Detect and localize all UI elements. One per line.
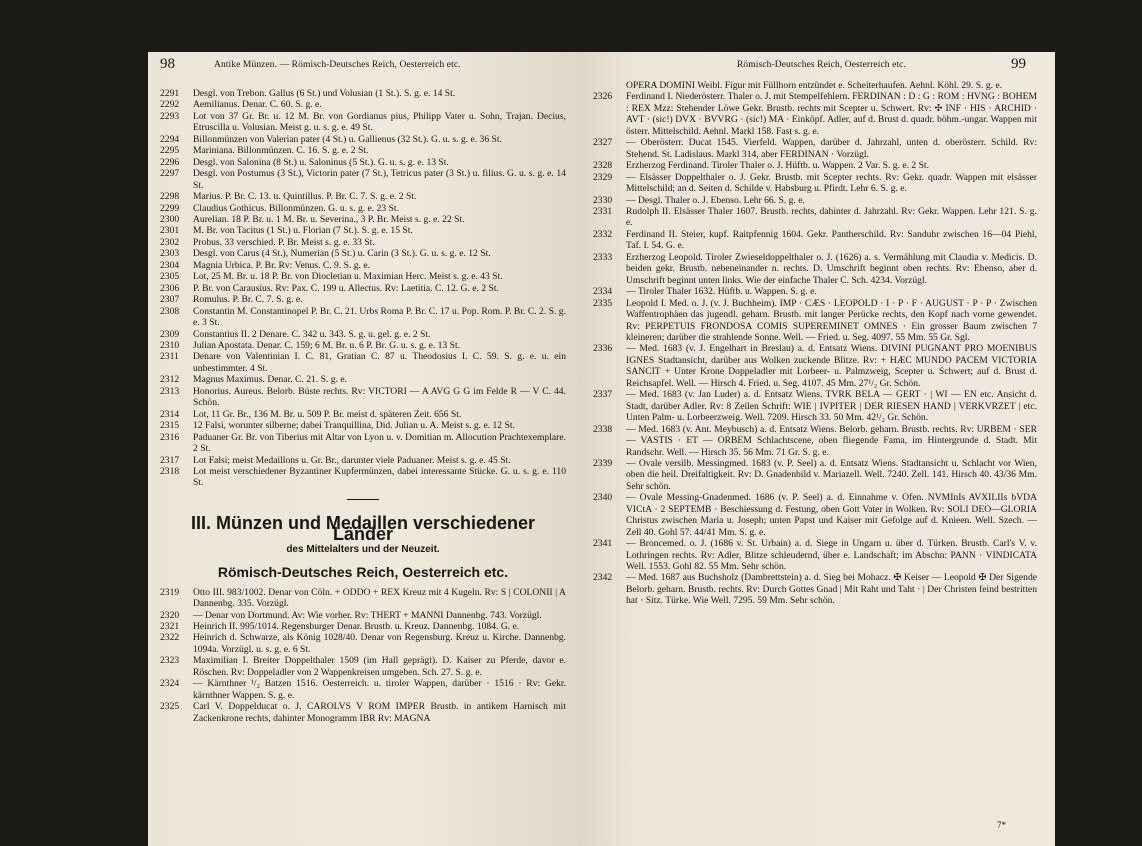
catalog-entry: [160, 271, 566, 282]
entry-number: 2328: [593, 160, 613, 172]
catalog-entry: [160, 157, 566, 168]
catalog-entry: [593, 572, 1037, 606]
catalog-entry: [160, 145, 566, 156]
right-page: [577, 52, 1055, 846]
catalog-entry: [593, 298, 1037, 344]
catalog-entry: [160, 294, 566, 305]
entry-number: 2296: [160, 156, 180, 168]
subsection-title: Römisch-Deutsches Reich, Oesterreich etc.: [217, 564, 509, 581]
entry-text: Denare von Valentinian I. C. 81, Gratian C. 87 u. Theodosius I. C. 59. S. g. e. u. ein unbestimmter. 4 St.: [193, 351, 566, 374]
entry-number: 2335: [593, 297, 613, 309]
entry-text: — Broncemed. o. J. (1686 v. St. Urbain) a. d. Siege in Ungarn u. über d. Türken. Brustb. Carl's V. v. Lothringen rechts. Rv: Adler, Blitze schleudernd, über e. Landschaft; im Abschn: PANN · VINDICATA Well. 1553. Gohl 82. 55 Mm. Sehr schön.: [626, 538, 1037, 573]
entry-number: 2297: [160, 168, 180, 180]
catalog-entry: [593, 458, 1037, 492]
entry-number: 2314: [160, 408, 180, 420]
entry-number: 2313: [160, 385, 180, 397]
catalog-entry: [593, 229, 1037, 252]
catalog-entry: [160, 248, 566, 259]
entry-number: 2308: [160, 305, 180, 317]
catalog-entry: [593, 424, 1037, 458]
entry-text: 12 Falsi, worunter silberne; dabei Tranquillina, Did. Julian u. A. Meist s. g. e. 12 St.: [193, 420, 515, 432]
entry-number: 2295: [160, 145, 180, 157]
catalog-entry: [160, 632, 566, 655]
catalog-entry: [160, 386, 566, 409]
entry-text: Julian Apostata. Denar. C. 159; 6 M. Br. u. 6 P. Br. G. u. s. g. e. 13 St.: [193, 339, 461, 351]
catalog-entry: [160, 701, 566, 724]
catalog-entry: [160, 432, 566, 455]
catalog-entry: [160, 466, 566, 489]
entry-text: Claudius Gothicus. Billonmünzen. G. u. s. g. e. 23 St.: [193, 202, 399, 214]
entry-text: Romulus. P. Br. C. 7. S. g. e.: [193, 294, 303, 306]
catalog-entry: [160, 374, 566, 385]
entry-text: Aurelian. 18 P. Br. u. 1 M. Br. u. Severina., 3 P. Br. Meist s. g. e. 22 St.: [193, 213, 465, 225]
entry-text: Ferdinand II. Steier, kupf. Raitpfennig 1604. Gekr. Pantherschild. Rv: Sanduhr zwischen 16—04 Piehl, Taf. I. 54. G. e.: [626, 228, 1037, 252]
entry-text: — Med. 1683 (v. Ant. Meybusch) a. d. Entsatz Wiens. Belorb. geharn. Brustb. rechts. Rv: URBEM · SER — VASTIS · ET — ORBEM Schlachtscene, oben fliegende Fama, im Hintergrunde d. Stadt. Mit Randschr. Well. — Hirsch 35. 56 Mm. 71 Gr. S. g. e.: [626, 423, 1037, 458]
entry-text: Maximilian I. Breiter Doppelthaler 1509 (im Hall geprägt). D. Kaiser zu Pferde, davor e. Röschen. Rv: Doppeladler von 2 Wappenkreisen umgeben. Sch. 27. S. g. e.: [193, 655, 566, 678]
catalog-entry: [593, 286, 1037, 297]
entry-number: 2303: [160, 248, 180, 260]
section-title: III. Münzen und Medaillen verschiedener Länder: [190, 512, 536, 545]
entry-number: 2330: [593, 194, 613, 206]
entry-number: 2337: [593, 389, 613, 401]
catalog-entry: [160, 168, 566, 191]
entry-number: 2340: [593, 492, 613, 504]
entry-number: 2291: [160, 88, 180, 99]
entry-number: 2338: [593, 423, 613, 435]
entry-number: 2300: [160, 213, 180, 225]
entry-number: 2302: [160, 236, 180, 248]
catalog-entry: [160, 214, 566, 225]
entry-text: Lot, 25 M. Br. u. 18 P. Br. von Diocletian u. Maximian Herc. Meist s. g. e. 43 St.: [193, 271, 503, 283]
entry-text: Magnia Urbica. P. Br. Rv: Venus. C. 9. S. g. e.: [193, 259, 371, 271]
entry-number: 2304: [160, 259, 180, 271]
entry-text: — Elsässer Doppelthaler o. J. Gekr. Brustb. mit Scepter rechts. Rv: Gekr. quadr. Wappen mit elsässer Mittelschild; an d. Seiten d. Schilde v. Habsburg u. Pfirdt. Lehr 6. S. g. e.: [626, 171, 1037, 195]
entry-text: Lot meist verschiedener Byzantiner Kupfermünzen, dabei interessante Stücke. G. u. s. g. e. 110 St.: [193, 465, 566, 489]
entry-number: 2325: [160, 701, 180, 713]
entry-text: Marius. P. Br. C. 13. u. Quintillus. P. Br. C. 7. S. g. e. 2 St.: [193, 191, 417, 203]
entry-text: P. Br. von Carausius. Rv: Pax. C. 199 u. Allectus. Rv: Laetitia. C. 12. G. e. 2 St.: [193, 282, 499, 294]
entry-number: 2332: [593, 228, 613, 240]
entry-text: — Ovale Messing-Gnadenmed. 1686 (v. P. Seel) a. d. Einnahme v. Ofen. NVMInIs AVXILIIs bVDA VICtA · 2 SEPTEMB · Beschiessung d. Festung, oben Gott Vater in Wolken. Rv: SOLI DEO—GLORIA Christus zwischen Maria u. Joseph; unten Papst und Kaiser mit Gefolge auf d. Knieen. Well. Szech. — Zell 40. Gohl 57. 44/41 Mm. S. g. e.: [626, 492, 1037, 538]
entry-number: 2315: [160, 420, 180, 432]
entry-number: 2324: [160, 678, 180, 690]
entry-number: 2316: [160, 431, 180, 443]
catalog-entry: [160, 351, 566, 374]
entry-number: 2327: [593, 137, 613, 149]
entry-text: — Oberösterr. Ducat 1545. Vierfeld. Wappen, darüber d. Jahrzahl, unten d. oberösterr. Schild. Rv: Stehend. St. Ladislaus. Markl 314, aber FERDINAN · Vorzügl.: [626, 137, 1037, 160]
catalog-entry: [593, 389, 1037, 423]
catalog-entry: [160, 134, 566, 145]
entry-list: [160, 88, 566, 489]
catalog-entry: [160, 111, 566, 134]
entry-number: 2319: [160, 586, 180, 598]
entry-text: Otto III. 983/1002. Denar von Cöln. + ODDO + REX Kreuz mit 4 Kugeln. Rv: S | COLONII | A Dannenbg. 335. Vorzügl.: [193, 586, 566, 610]
continuation-entry: [593, 80, 1037, 91]
entry-number: 2339: [593, 457, 613, 469]
catalog-entry: [160, 203, 566, 214]
entry-number: 2323: [160, 655, 180, 667]
catalog-entry: [160, 329, 566, 340]
entry-number: 2312: [160, 374, 180, 386]
catalog-entry: [593, 252, 1037, 286]
entry-list: [593, 91, 1037, 606]
entry-number: 2307: [160, 294, 180, 306]
entry-text: Lot von 37 Gr. Br. u. 12 M. Br. von Gordianus pius, Philipp Vater u. Sohn, Trajan. Decius, Etruscilla u. Volusian. Meist g. u. s. g. e. 49 St.: [193, 110, 566, 134]
entry-text: — Med. 1683 (v. Jan Luder) a. d. Entsatz Wiens. TVRK BELA — GERT · | WI — EN etc. Ansicht d. Stadt, darüber Adler. Rv: 8 Zeilen Schrift: WIE | IVPITER | DER RIESEN HAND | VERKVRZET | etc. Unten Palm- u. Lorbeerzweig. Well. 7209. Hirsch 33. 50 Mm. 42¹/₂ Gr. Schön.: [626, 389, 1037, 424]
entry-number: 2336: [593, 343, 613, 355]
entry-text: — Tiroler Thaler 1632. Hüftb. u. Wappen. S. g. e.: [626, 286, 817, 298]
running-head: Antike Münzen. — Römisch-Deutsches Reich, Oesterreich etc.: [214, 60, 461, 70]
entry-text: Paduaner Gr. Br. von Tiberius mit Altar von Lyon u. v. Domitian m. Allocution Prachtexemplare. 2 St.: [193, 431, 566, 455]
entry-number: 2329: [593, 171, 613, 183]
page-number: 99: [1011, 56, 1026, 72]
entry-text: Mariniana. Billonmünzen. C. 16. S. g. e. 2 St.: [193, 145, 369, 157]
entry-text: — Ovale versilb. Messingmed. 1683 (v. P. Seel) a. d. Entsatz Wiens. Stadtansicht u. Schlacht vor Wien, oben die heil. Dreifaltigkeit. Rv: D. Gnadenbild v. Mariazell. Well. 7240. Zell. 141. Hirsch 40. 43/36 Mm. Sehr schön.: [626, 457, 1037, 492]
entry-number: 2331: [593, 205, 613, 217]
entry-number: 2301: [160, 225, 180, 237]
entry-number: 2341: [593, 538, 613, 550]
catalog-entry: [593, 206, 1037, 229]
page-number: 98: [160, 56, 175, 72]
catalog-entry: [160, 283, 566, 294]
entry-number: 2322: [160, 632, 180, 644]
entry-text: Ferdinand I. Niederösterr. Thaler o. J. mit Stempelfehlern. FERDINAN : D : G : ROM : HVNG : BOHEM : REX Mzz: Stehender Löwe Gekr. Brustb. rechts mit Scepter u. Schwert. Rv: ✣ INF · HIS · ARCHID · AVT · (sic!) DVX · BVVRG · (sic!) MA · Einköpf. Adler, auf d. Brust d. quadr. böhm.-ungar. Wappen mit österr. Mittelschild. Aehnl. Markl 158. Fast s. g. e.: [626, 91, 1037, 137]
running-head: Römisch-Deutsches Reich, Oesterreich etc.: [737, 60, 906, 70]
entry-text: Honorius. Aureus. Belorb. Büste rechts. Rv: VICTORI — A AVG G G im Felde R — V C. 44. Schön.: [193, 385, 566, 409]
catalog-entry: [160, 237, 566, 248]
entry-number: 2311: [160, 351, 179, 363]
entry-text: Desgl. von Salonina (8 St.) u. Saloninus (5 St.). G. u. s. g. e. 13 St.: [193, 156, 449, 168]
catalog-entry: [160, 420, 566, 431]
entry-number: 2299: [160, 202, 180, 214]
catalog-entry: [593, 91, 1037, 137]
entry-text: Aemilianus. Denar. C. 60. S. g. e.: [193, 99, 322, 111]
entry-number: 2298: [160, 191, 180, 203]
entry-text: — Kärnthner ¹/₂ Batzen 1516. Oesterreich. u. tiroler Wappen, darüber · 1516 · Rv: Gekr. kärnthner Wappen. S. g. e.: [193, 678, 566, 701]
entry-number: 2309: [160, 328, 180, 340]
entry-text: Magnus Maximus. Denar. C. 21. S. g. e.: [193, 374, 348, 386]
entry-text: M. Br. von Tacitus (1 St.) u. Florian (7 St.). S. g. e. 15 St.: [193, 225, 413, 237]
entry-number: 2320: [160, 609, 180, 621]
catalog-entry: [160, 306, 566, 329]
entry-text: Desgl. von Postumus (3 St.), Victorin pater (7 St.), Tetricus pater (3 St.) u. filius. G. u. s. g. e. 14 St.: [193, 168, 566, 191]
entry-text: Constantius II. 2 Denare. C. 342 u. 343. S. g. u. gel. g. e. 2 St.: [193, 328, 431, 340]
catalog-entry: [160, 409, 566, 420]
catalog-entry: [160, 340, 566, 351]
entry-text: — Med. 1687 aus Buchsholz (Dambrettstein) a. d. Sieg bei Mohacz. ✠ Keiser — Leopold ✠ Der Sigende Belorb. geharn. Brustb. rechts. Rv: Durch Gottes Gnad | Mit Raht und Taht · | Der Christen feind bestritten hat · Sitz. Türke. Wie Well. 7295. 59 Mm. Sehr schön.: [626, 572, 1037, 607]
section-subtitle: des Mittelalters und der Neuzeit.: [286, 543, 440, 555]
catalog-entry: [593, 195, 1037, 206]
catalog-entry: [593, 492, 1037, 538]
entry-number: 2294: [160, 133, 180, 145]
catalog-entry: [160, 99, 566, 110]
entry-number: 2317: [160, 454, 180, 466]
catalog-entry: [593, 160, 1037, 171]
catalog-entry: [160, 610, 566, 621]
entry-number: 2321: [160, 621, 180, 633]
catalog-entry: [160, 455, 566, 466]
signature-mark: 7*: [997, 820, 1006, 830]
entry-text: Probus. 33 verschied. P. Br. Meist s. g. e. 33 St.: [193, 236, 375, 248]
entry-text: Carl V. Doppelducat o. J. CAROLVS V ROM IMPER Brustb. in antikem Harnisch mit Zackenkrone rechts, dahinter Monogramm IBR Rv: MAGNA: [193, 701, 566, 724]
catalog-entries-right: [593, 80, 1037, 607]
section-divider: [347, 499, 379, 500]
entry-number: 2342: [593, 572, 613, 584]
entry-number: 2318: [160, 465, 180, 477]
catalog-entry: [160, 191, 566, 202]
catalog-entries-top: [160, 88, 566, 724]
entry-number: 2333: [593, 251, 613, 263]
entry-text: OPERA DOMINI Weibl. Figur mit Füllhorn entzündet e. Scheiterhaufen. Aehnl. Köhl. 29. S. g. e.: [626, 80, 1003, 91]
entry-text: Lot, 11 Gr. Br., 136 M. Br. u. 509 P. Br. meist d. späteren Zeit. 656 St.: [193, 408, 462, 420]
catalog-entry: [160, 88, 566, 99]
entry-number: 2306: [160, 282, 180, 294]
entry-text: — Desgl. Thaler o. J. Ebenso. Lehr 66. S. g. e.: [626, 194, 805, 206]
catalog-entry: [593, 137, 1037, 160]
entry-text: Erzherzog Leopold. Tiroler Zwieseldoppelthaler o. J. (1626) a. s. Vermählung mit Claudia v. Medicis. D. beiden gekr. Brustb. nebeneinander n. rechts. D. Umschrift beginnt oben rechts. Rv: Ebenso, aber d. Umschrift beginnt unten links. Wie der einfache Thaler C. Sch. 4234. Vorzügl.: [626, 251, 1037, 286]
entry-number: 2292: [160, 99, 180, 111]
catalog-entry: [593, 538, 1037, 572]
entry-text: Lot Falsi; meist Medaillons u. Gr. Br., darunter viele Paduaner. Meist s. g. e. 45 St.: [193, 454, 511, 466]
entry-text: — Denar von Dortmund. Av: Wie vorher. Rv: THERT + MANNI Dannenbg. 743. Vorzügl.: [193, 609, 542, 621]
catalog-entry: [593, 343, 1037, 389]
catalog-entry: [160, 225, 566, 236]
left-page: [148, 52, 577, 846]
entry-text: Heinrich d. Schwarze, als König 1028/40. Denar von Regensburg. Kreuz u. Kirche. Dannenbg. 1094a. Vorzügl. u. s. g. e. 6 St.: [193, 632, 566, 655]
entry-text: Heinrich II. 995/1014. Regensburger Denar. Brustb. u. Kreuz. Dannenbg. 1084. G. e.: [193, 621, 520, 633]
entry-text: — Med. 1683 (v. J. Engelhart in Breslau) a. d. Entsatz Wiens. DIVINI PUGNANT PRO MOENIBUS IGNES Stadtansicht, darüber aus Wolken zuckende Blitze. Rv: + HÆC MUNDO PACEM VICTORIA SANCIT + Unter Krone Doppeladler mit Lorbeer- u. Palmzweig, Scepter u. Schwert; auf d. Brust d. Reichsapfel. Well. — Hirsch 4. Fried. u. Seg. 4107. 45 Mm. 27¹/₂ Gr. Schön.: [626, 343, 1037, 389]
catalog-entry: [593, 172, 1037, 195]
entry-number: 2326: [593, 91, 613, 103]
entry-text: Constantin M. Constantinopel P. Br. C. 21. Urbs Roma P. Br. C. 17 u. Pop. Rom. P. Br. C. 2. S. g. e. 3 St.: [193, 305, 566, 329]
entry-list: [160, 587, 566, 724]
entry-text: Billonmünzen von Valerian pater (4 St.) u. Gallienus (32 St.). G. u. s. g. e. 36 St.: [193, 133, 502, 145]
catalog-entry: [160, 587, 566, 610]
catalog-entry: [160, 678, 566, 701]
entry-text: Rudolph II. Elsässer Thaler 1607. Brustb. rechts, dahinter d. Jahrzahl. Rv: Gekr. Wappen. Lehr 121. S. g. e.: [626, 205, 1037, 229]
catalog-entry: [160, 655, 566, 678]
entry-number: 2293: [160, 110, 180, 122]
catalog-entry: [160, 260, 566, 271]
entry-text: Desgl. von Trebon. Gallus (6 St.) und Volusian (1 St.). S. g. e. 14 St.: [193, 88, 456, 99]
entry-text: Leopold I. Med. o. J. (v. J. Buchheim). IMP · CÆS · LEOPOLD · I · P · F · AUGUST · P · P · Zwischen Waffentrophäen das jugendl. geharn. Brustb. mit langer Perücke rechts, den Kopf nach vorne gewendet. Rv: PERPETUIS FRONDOSA COMIS SUPEREMINET OMNES · Ein grosser Baum zwischen 7 kleineren; darüber die strahlende Sonne. Well. — Fried. u. Seg. 4097. 55 Mm. 55 Gr. Sgl.: [626, 297, 1037, 343]
entry-number: 2305: [160, 271, 180, 283]
entry-text: Erzherzog Ferdinand. Tiroler Thaler o. J. Hüftb. u. Wappen. 2 Var. S. g. e. 2 St.: [626, 160, 929, 172]
entry-text: Desgl. von Carus (4 St.), Numerian (5 St.) u. Carin (3 St.). G. u. s. g. e. 12 St.: [193, 248, 491, 260]
entry-number: 2310: [160, 339, 180, 351]
entry-number: 2334: [593, 286, 613, 298]
catalog-entry: [160, 621, 566, 632]
